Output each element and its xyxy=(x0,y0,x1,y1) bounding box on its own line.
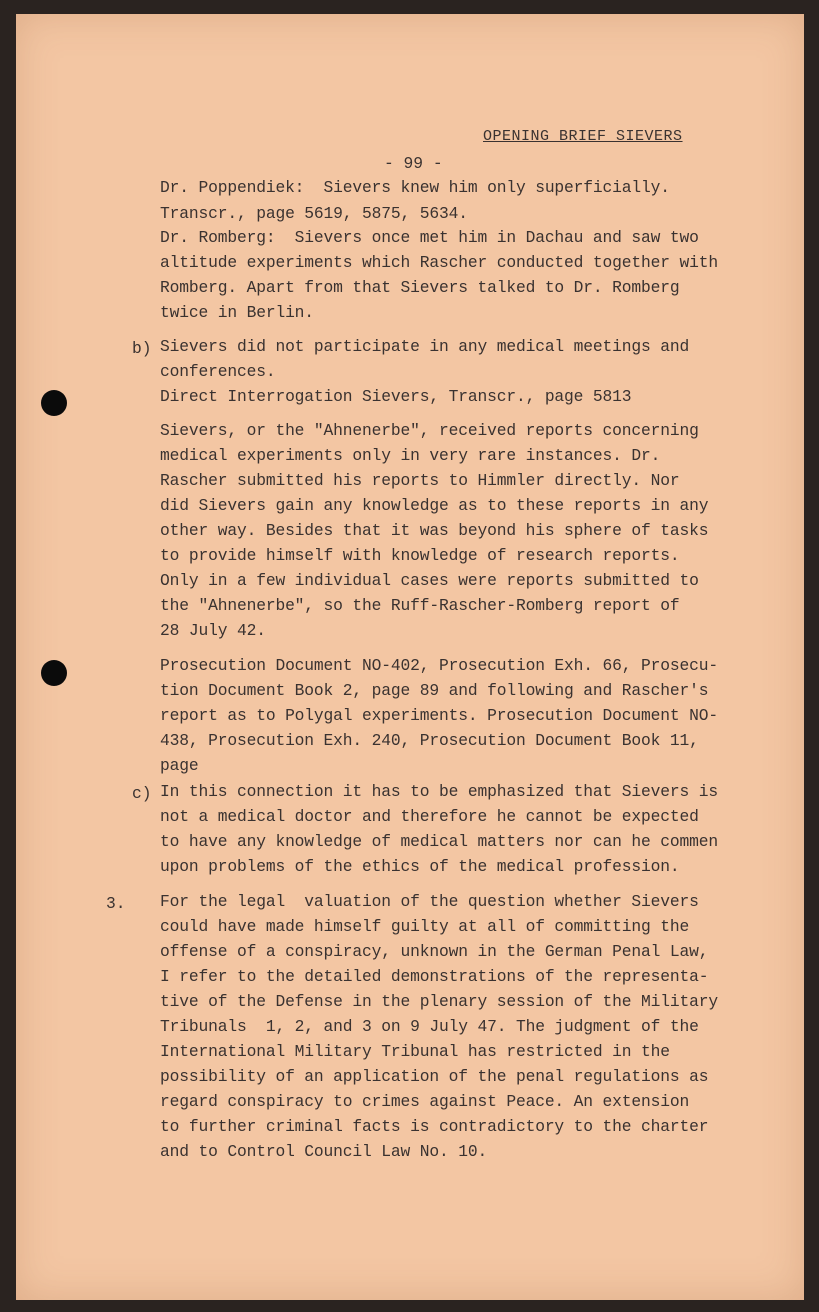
document-page xyxy=(16,14,804,1300)
text-line: medical experiments only in very rare instances. Dr. xyxy=(160,446,661,465)
text-line: tive of the Defense in the plenary session of the Military xyxy=(160,992,718,1011)
text-line: Direct Interrogation Sievers, Transcr., page 5813 xyxy=(160,387,632,406)
document-header: OPENING BRIEF SIEVERS xyxy=(483,128,683,145)
text-line: other way. Besides that it was beyond his sphere of tasks xyxy=(160,521,709,540)
text-line: not a medical doctor and therefore he cannot be expected xyxy=(160,807,699,826)
text-line: offense of a conspiracy, unknown in the German Penal Law, xyxy=(160,942,709,961)
text-line: In this connection it has to be emphasized that Sievers is xyxy=(160,782,718,801)
text-line: twice in Berlin. xyxy=(160,303,314,322)
text-line: Prosecution Document NO-402, Prosecution Exh. 66, Prosecu- xyxy=(160,656,718,675)
list-marker: b) xyxy=(132,339,152,358)
text-line: did Sievers gain any knowledge as to these reports in any xyxy=(160,496,709,515)
text-line: For the legal valuation of the question whether Sievers xyxy=(160,892,699,911)
text-line: I refer to the detailed demonstrations of the representa- xyxy=(160,967,709,986)
text-line: to provide himself with knowledge of research reports. xyxy=(160,546,680,565)
text-line: Tribunals 1, 2, and 3 on 9 July 47. The judgment of the xyxy=(160,1017,699,1036)
text-line: and to Control Council Law No. 10. xyxy=(160,1142,488,1161)
text-line: Only in a few individual cases were reports submitted to xyxy=(160,571,699,590)
text-line: Dr. Romberg: Sievers once met him in Dachau and saw two xyxy=(160,228,699,247)
text-line: Rascher submitted his reports to Himmler directly. Nor xyxy=(160,471,680,490)
text-line: International Military Tribunal has restricted in the xyxy=(160,1042,670,1061)
text-line: possibility of an application of the penal regulations as xyxy=(160,1067,709,1086)
text-line: altitude experiments which Rascher conducted together with xyxy=(160,253,718,272)
punch-hole-bottom xyxy=(41,660,67,686)
page-number: - 99 - xyxy=(384,154,443,173)
text-line: 438, Prosecution Exh. 240, Prosecution Document Book 11, xyxy=(160,731,699,750)
text-line: tion Document Book 2, page 89 and following and Rascher's xyxy=(160,681,709,700)
text-line: could have made himself guilty at all of committing the xyxy=(160,917,690,936)
list-marker: c) xyxy=(132,784,152,803)
text-line: Sievers did not participate in any medical meetings and xyxy=(160,337,690,356)
text-line: the "Ahnenerbe", so the Ruff-Rascher-Romberg report of xyxy=(160,596,680,615)
text-line: Transcr., page 5619, 5875, 5634. xyxy=(160,204,468,223)
text-line: report as to Polygal experiments. Prosecution Document NO- xyxy=(160,706,718,725)
text-line: page xyxy=(160,756,199,775)
text-line: conferences. xyxy=(160,362,276,381)
text-line: upon problems of the ethics of the medical profession. xyxy=(160,857,680,876)
list-marker: 3. xyxy=(106,894,126,913)
text-line: 28 July 42. xyxy=(160,621,266,640)
text-line: to have any knowledge of medical matters nor can he commen xyxy=(160,832,718,851)
text-line: Romberg. Apart from that Sievers talked to Dr. Romberg xyxy=(160,278,680,297)
text-line: Dr. Poppendiek: Sievers knew him only superficially. xyxy=(160,178,670,197)
text-line: to further criminal facts is contradictory to the charter xyxy=(160,1117,709,1136)
punch-hole-top xyxy=(41,390,67,416)
text-line: regard conspiracy to crimes against Peace. An extension xyxy=(160,1092,690,1111)
text-line: Sievers, or the "Ahnenerbe", received reports concerning xyxy=(160,421,699,440)
